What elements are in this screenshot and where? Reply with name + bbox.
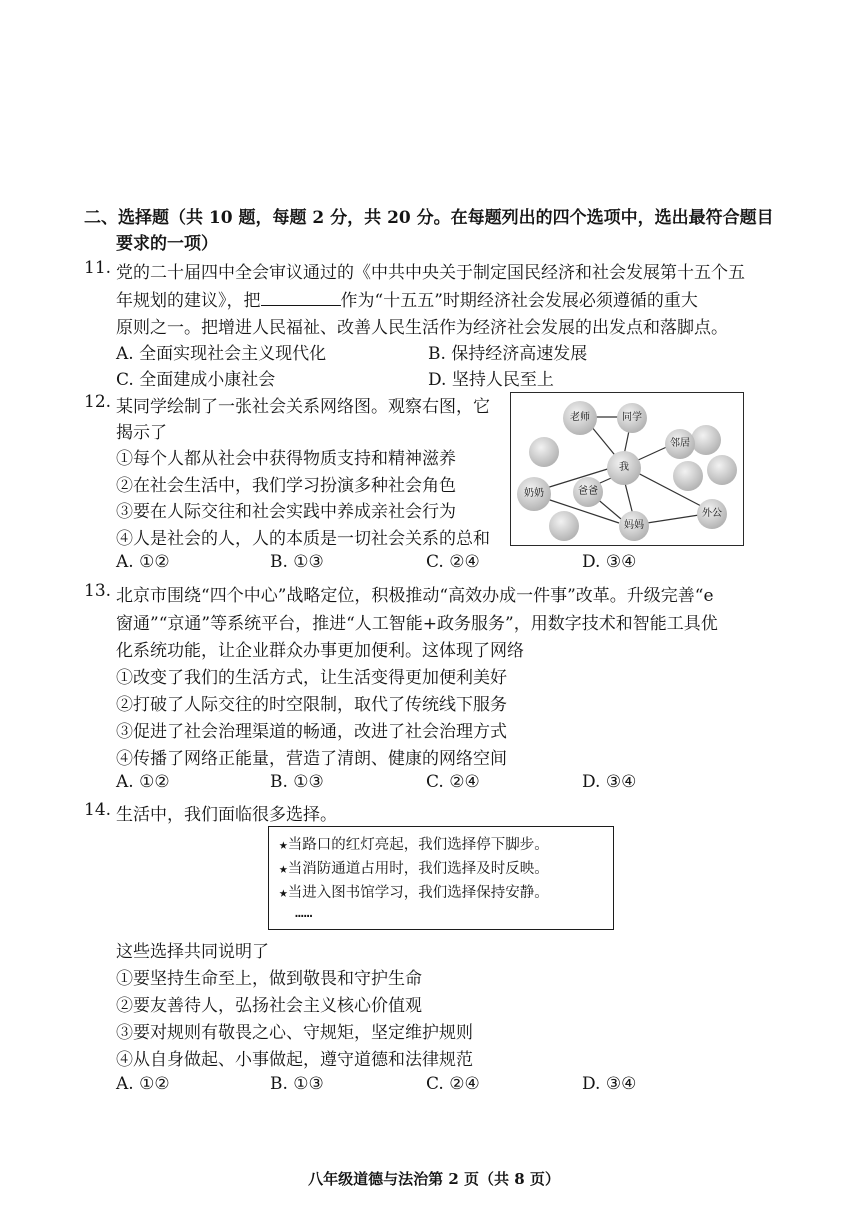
q11-stem-pre: 年规划的建议》，把 (116, 291, 261, 311)
q14-item-2: ②要友善待人，弘扬社会主义核心价值观 (116, 996, 422, 1016)
q11-option-c: C. 全面建成小康社会 (116, 370, 276, 390)
q12-option-b: B. ①③ (270, 552, 324, 572)
q13-item-2: ②打破了人际交往的时空限制，取代了传统线下服务 (116, 695, 507, 715)
q12-item-2: ②在社会生活中，我们学习扮演多种社会角色 (116, 476, 456, 496)
network-node-neighbor: 邻居 (665, 429, 695, 459)
network-node-empty (549, 511, 579, 541)
q12-item-1: ①每个人都从社会中获得物质支持和精神滋养 (116, 449, 456, 469)
q14-number: 14. (84, 800, 112, 820)
q13-option-d: D. ③④ (582, 772, 637, 792)
q13-option-b: B. ①③ (270, 772, 324, 792)
q12-stem-line2: 揭示了 (116, 423, 167, 443)
q14-box-line-1: ★当路口的红灯亮起，我们选择停下脚步。 (279, 837, 549, 853)
q14-option-a: A. ①② (116, 1074, 170, 1094)
q14-example-box (268, 826, 614, 930)
section-heading: 二、选择题（共 10 题，每题 2 分，共 20 分。在每题列出的四个选项中，选出最符合题目 (84, 208, 774, 228)
network-node-empty (673, 461, 703, 491)
q11-number: 11. (84, 258, 112, 278)
q11-option-a: A. 全面实现社会主义现代化 (116, 344, 327, 364)
network-node-empty (691, 425, 721, 455)
q12-item-4: ④人是社会的人，人的本质是一切社会关系的总和 (116, 529, 490, 549)
q13-number: 13. (84, 581, 112, 601)
q14-item-1: ①要坚持生命至上，做到敬畏和守护生命 (116, 969, 422, 989)
q14-option-c: C. ②④ (426, 1074, 480, 1094)
social-network-diagram (510, 392, 744, 546)
network-node-grandpa: 外公 (697, 499, 727, 529)
q11-option-b: B. 保持经济高速发展 (428, 344, 588, 364)
q11-stem-line2 (116, 286, 698, 311)
q13-item-1: ①改变了我们的生活方式，让生活变得更加便利美好 (116, 668, 507, 688)
q13-stem-line3: 化系统功能，让企业群众办事更加便利。这体现了网络 (116, 641, 524, 661)
q12-number: 12. (84, 392, 112, 412)
q12-item-3: ③要在人际交往和社会实践中养成亲社会行为 (116, 502, 456, 522)
network-node-empty (707, 455, 737, 485)
network-node-classmate: 同学 (617, 403, 647, 433)
network-node-empty (529, 437, 559, 467)
q13-option-a: A. ①② (116, 772, 170, 792)
q11-option-d: D. 坚持人民至上 (428, 370, 554, 390)
network-node-me: 我 (607, 451, 641, 485)
q14-item-4: ④从自身做起、小事做起，遵守道德和法律规范 (116, 1050, 473, 1070)
q14-option-b: B. ①③ (270, 1074, 324, 1094)
q14-box-ellipsis: …… (295, 905, 313, 921)
q12-option-a: A. ①② (116, 552, 170, 572)
q13-stem-line2: 窗通”“京通”等系统平台，推进“人工智能+政务服务”，用数字技术和智能工具优 (116, 614, 718, 634)
link-mom-grandpa (647, 515, 699, 523)
q14-box-line-2: ★当消防通道占用时，我们选择及时反映。 (279, 861, 549, 877)
q12-option-c: C. ②④ (426, 552, 480, 572)
network-node-grandma: 奶奶 (517, 477, 551, 511)
q14-option-d: D. ③④ (582, 1074, 637, 1094)
q11-stem-line3: 原则之一。把增进人民福祉、改善人民生活作为经济社会发展的出发点和落脚点。 (116, 318, 728, 338)
q11-answer-blank (261, 291, 341, 306)
page-footer: 八年级道德与法治第 2 页（共 8 页） (308, 1170, 560, 1188)
q13-option-c: C. ②④ (426, 772, 480, 792)
q14-stem-line1: 生活中，我们面临很多选择。 (116, 805, 337, 825)
network-node-teacher: 老师 (563, 401, 597, 435)
q11-stem-post: 作为“十五五”时期经济社会发展必须遵循的重大 (340, 291, 698, 311)
network-node-mom: 妈妈 (619, 511, 649, 541)
q11-stem-line1: 党的二十届四中全会审议通过的《中共中央关于制定国民经济和社会发展第十五个五 (116, 263, 745, 283)
q13-item-4: ④传播了网络正能量，营造了清朗、健康的网络空间 (116, 749, 507, 769)
q13-item-3: ③促进了社会治理渠道的畅通，改进了社会治理方式 (116, 722, 507, 742)
q12-stem-line1: 某同学绘制了一张社会关系网络图。观察右图，它 (116, 397, 490, 417)
section-heading-cont: 要求的一项） (116, 234, 218, 254)
network-node-dad: 爸爸 (573, 477, 603, 507)
q12-option-d: D. ③④ (582, 552, 637, 572)
q14-stem-line2: 这些选择共同说明了 (116, 942, 269, 962)
q14-item-3: ③要对规则有敬畏之心、守规矩，坚定维护规则 (116, 1023, 473, 1043)
q14-box-line-3: ★当进入图书馆学习，我们选择保持安静。 (279, 885, 549, 901)
q13-stem-line1: 北京市围绕“四个中心”战略定位，积极推动“高效办成一件事”改革。升级完善“e (116, 586, 714, 606)
